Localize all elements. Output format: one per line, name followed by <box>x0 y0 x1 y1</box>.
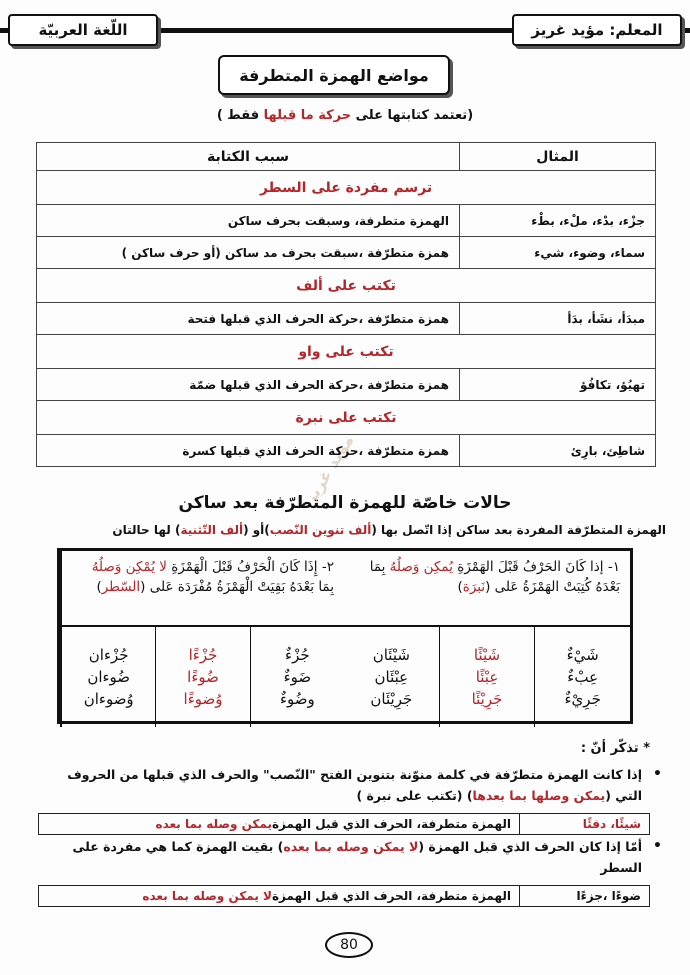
example-highlight: لا يمكن وصله بما بعده <box>142 889 272 903</box>
word: وُضوءًا <box>183 690 223 708</box>
intro-part: الهمزة المتطرّفة المفردة بعد ساكن إذا اتّصل بها ( <box>371 523 666 537</box>
subtitle <box>0 108 690 123</box>
example-cell: سماء، وضوء، شيء <box>460 237 656 269</box>
case-text-highlight: السّطر <box>101 579 141 595</box>
page-title: مواضع الهمزة المتطرفة <box>218 55 450 95</box>
case-text-highlight: يُمكِن وَصلُهُ <box>389 559 453 575</box>
note-text: ) بقيت الهمزة كما هي مفردة على السطر <box>72 839 642 875</box>
bullet-icon: • <box>653 838 662 854</box>
word: وُضوءان <box>83 690 134 708</box>
reason-cell: همزة متطرّفة ،حركة الحرف الذي قبلها ضمّة <box>37 369 460 401</box>
cases-intro <box>18 523 666 537</box>
word: عِبْئَان <box>374 668 409 686</box>
example-text: الهمزة متطرفة، الحرف الذي قبل الهمزة <box>271 817 511 831</box>
note-text: إذا كانت الهمزة متطرّفة في كلمة منوّنة بتنوين الفتح "النّصب" والحرف الذي قبلها من الحروف التي ( <box>67 767 642 803</box>
word: ضُوءان <box>87 668 131 686</box>
word: جُزْءًا <box>188 646 218 664</box>
table-row <box>37 369 656 401</box>
table-row <box>37 435 656 467</box>
note-2 <box>52 836 662 878</box>
example-cell: جزْء، بدْء، ملْء، بطْء <box>460 205 656 237</box>
note-1 <box>52 764 662 806</box>
reason-cell: الهمزة متطرفة، وسبقت بحرف ساكن <box>37 205 460 237</box>
hamza-rules-table <box>36 142 656 467</box>
note-highlight: يمكن وصلها بما بعدها <box>472 788 606 803</box>
intro-part: ) لها حالتان <box>112 523 181 537</box>
case-text-part: ) <box>96 579 102 595</box>
section-row <box>37 269 656 303</box>
case-2-text <box>62 551 344 627</box>
word-column <box>155 627 249 727</box>
table-row <box>37 303 656 335</box>
example-cell: تهيُؤ، تكافُؤ <box>460 369 656 401</box>
intro-part: )أو ( <box>243 523 270 537</box>
example-cell: مبدَأ، نشَأ، بدَأ <box>460 303 656 335</box>
word-column <box>250 627 344 727</box>
example-highlight: يمكن وصله بما بعده <box>155 817 272 831</box>
word: ضُوءًا <box>187 668 219 686</box>
word: جَرِيْئَان <box>370 690 413 708</box>
case-2-column <box>60 551 344 727</box>
word: عِبْءٌ <box>567 668 599 686</box>
case-text-part: ٢- إِذَا كَانَ الْحَرْفُ قَبْلَ الْهَمْزَةِ <box>166 559 334 575</box>
reason-cell: همزة متطرّفة ،حركة الحرف الذي قبلها فتحة <box>37 303 460 335</box>
example-words: شيئًا، دفئًا <box>519 814 649 834</box>
intro-highlight: ألف تنوين النّصب <box>269 523 372 537</box>
case-text-part: بِمَا بَعْدَهُ كُتِبَتْ الهَمْزَةُ عَلى ( <box>369 559 620 595</box>
word-column <box>344 627 439 727</box>
word-column <box>62 627 155 727</box>
intro-highlight: ألف التّثنية <box>180 523 244 537</box>
word-column <box>439 627 535 727</box>
table-row <box>37 237 656 269</box>
table-header-row <box>37 143 656 171</box>
subtitle-open: (تعتمد كتابتها على <box>351 108 474 123</box>
section-row <box>37 401 656 435</box>
section-heading: ترسم مفردة على السطر <box>37 171 656 205</box>
col-reason-header: سبب الكتابة <box>37 143 460 171</box>
section-heading: تكتب على واو <box>37 335 656 369</box>
page-number: 80 <box>325 932 373 958</box>
example-words: ضوءًا ،جزءًا <box>519 886 649 906</box>
subtitle-close: فقط ) <box>216 108 264 123</box>
bullet-icon: • <box>653 766 662 782</box>
case-text-part: ١- إذا كَانَ الحَرْفُ قَبْلَ الهَمْزَةِ <box>452 559 620 575</box>
note-text: ) (تكتب على نبرة ) <box>356 788 473 803</box>
example-explanation <box>39 814 519 834</box>
subtitle-highlight: حركة ما قبلها <box>263 108 352 123</box>
case-text-part: بِمَا بَعْدَهُ بَقِيَتْ الْهَمْزَةُ مُفْرَدَة عَلى ( <box>140 579 334 595</box>
example-explanation <box>39 886 519 906</box>
word: جُزْءٌ <box>285 646 310 664</box>
table-row <box>37 205 656 237</box>
remember-title: * تذكّر أنّ : <box>580 741 650 756</box>
section-heading: تكتب على نبرة <box>37 401 656 435</box>
reason-cell: همزة متطرّفة ،سبقت بحرف مد ساكن (أو حرف ساكن ) <box>37 237 460 269</box>
case-1-column <box>344 551 630 727</box>
word: جَرِيْئًا <box>471 690 503 708</box>
case-2-words <box>62 627 344 727</box>
word: عِبْئًا <box>475 668 499 686</box>
word: جُزْءان <box>88 646 129 664</box>
case-text-part: ) <box>457 579 463 595</box>
watermark: مؤيد غريز <box>300 431 358 508</box>
case-text-highlight: نَبرَة <box>462 579 486 595</box>
col-example-header: المثال <box>460 143 656 171</box>
case-1-words <box>344 627 630 727</box>
example-text: الهمزة متطرفة، الحرف الذي قبل الهمزة <box>271 889 511 903</box>
case-1-text <box>344 551 630 627</box>
section-heading: تكتب على ألف <box>37 269 656 303</box>
section-row <box>37 171 656 205</box>
case-text-highlight: لا يُمْكِن وَصلُهُ <box>91 559 167 575</box>
word: شَيْءٌ <box>566 646 599 664</box>
word: وضُوءٌ <box>279 690 315 708</box>
cases-title: حالات خاصّة للهمزة المتطرّفة بعد ساكن <box>178 493 512 513</box>
teacher-label: المعلم: مؤيد غريز <box>512 14 682 46</box>
subject-label: اللّغة العربيّة <box>8 14 158 46</box>
word-column <box>534 627 630 727</box>
word: شَيْئًا <box>473 646 501 664</box>
example-cell: شاطِئ، بارِئ <box>460 435 656 467</box>
reason-cell: همزة متطرّفة ،حركة الحرف الذي قبلها كسرة <box>37 435 460 467</box>
section-row <box>37 335 656 369</box>
note-text: أمّا إذا كان الحرف الذي قبل الهمزة ( <box>418 839 642 854</box>
note-highlight: لا يمكن وصله بما بعده <box>283 839 419 854</box>
example-row-2 <box>38 885 650 907</box>
word: ضَوءٌ <box>283 668 312 686</box>
word: جَرِيْءٌ <box>564 690 601 708</box>
word: شَيْئَان <box>372 646 410 664</box>
cases-box <box>57 548 633 724</box>
example-row-1 <box>38 813 650 835</box>
